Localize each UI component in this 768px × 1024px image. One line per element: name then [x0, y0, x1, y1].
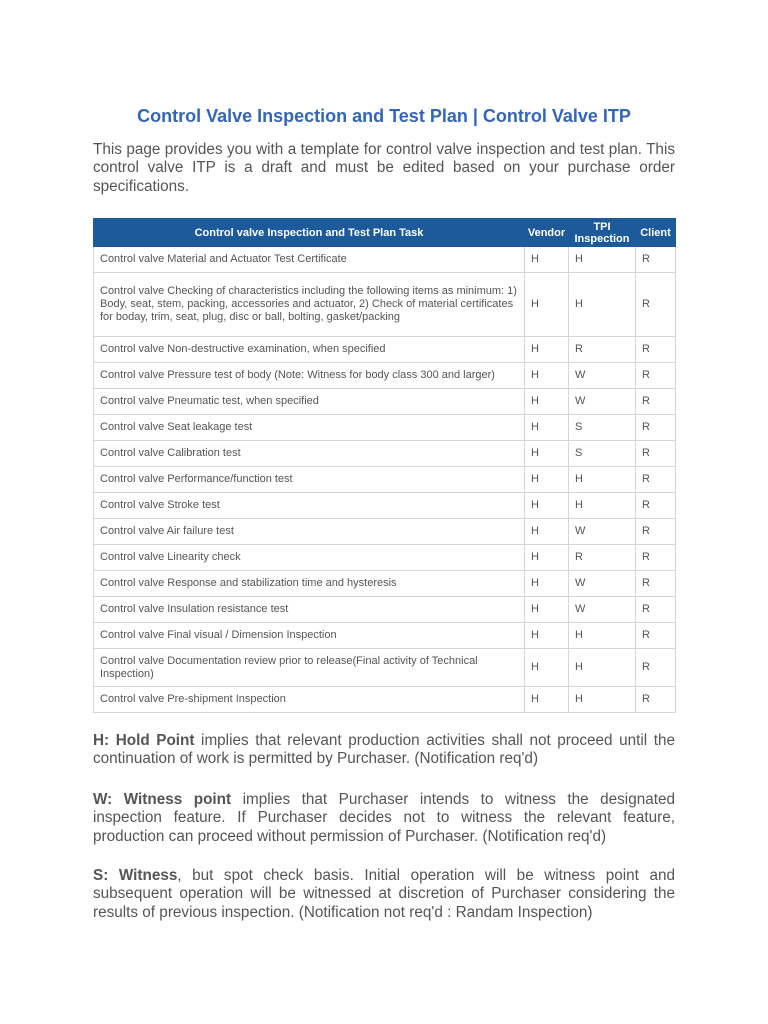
vendor-cell: H [525, 687, 569, 713]
table-row [94, 337, 676, 363]
task-cell: Control valve Pneumatic test, when specified [94, 389, 525, 415]
table-row [94, 545, 676, 571]
client-cell: R [636, 363, 676, 389]
vendor-cell: H [525, 273, 569, 337]
task-cell: Control valve Seat leakage test [94, 415, 525, 441]
table-row [94, 571, 676, 597]
tpi-cell: H [569, 623, 636, 649]
table-row [94, 247, 676, 273]
table-row [94, 363, 676, 389]
vendor-cell: H [525, 363, 569, 389]
task-cell: Control valve Stroke test [94, 493, 525, 519]
tpi-cell: H [569, 493, 636, 519]
client-cell: R [636, 247, 676, 273]
table-row [94, 389, 676, 415]
client-cell: R [636, 337, 676, 363]
client-cell: R [636, 467, 676, 493]
vendor-cell: H [525, 623, 569, 649]
legend-witness-point-term: W: Witness point [93, 791, 232, 808]
header-tpi-line2: Inspection [574, 232, 630, 245]
task-cell: Control valve Non-destructive examination, when specified [94, 337, 525, 363]
tpi-cell: H [569, 687, 636, 713]
table-row [94, 415, 676, 441]
vendor-cell: H [525, 571, 569, 597]
vendor-cell: H [525, 597, 569, 623]
client-cell: R [636, 493, 676, 519]
table-row [94, 597, 676, 623]
header-tpi [569, 219, 636, 247]
vendor-cell: H [525, 441, 569, 467]
client-cell: R [636, 597, 676, 623]
client-cell: R [636, 545, 676, 571]
table-row [94, 519, 676, 545]
header-vendor: Vendor [525, 219, 569, 247]
client-cell: R [636, 623, 676, 649]
table-row [94, 441, 676, 467]
legend-spot-witness [93, 867, 675, 922]
tpi-cell: H [569, 247, 636, 273]
vendor-cell: H [525, 545, 569, 571]
task-cell: Control valve Documentation review prior to release(Final activity of Technical Inspection) [94, 649, 525, 687]
client-cell: R [636, 415, 676, 441]
vendor-cell: H [525, 467, 569, 493]
tpi-cell: S [569, 441, 636, 467]
legend-spot-witness-text: , but spot check basis. Initial operation will be witness point and subsequent operation will be witnessed at discretion of Purchaser considering the results of previous inspection. (Notification not req'd : Randam Inspection) [93, 867, 675, 921]
vendor-cell: H [525, 519, 569, 545]
vendor-cell: H [525, 247, 569, 273]
header-tpi-line1: TPI [593, 220, 611, 233]
table-header-row [94, 219, 676, 247]
task-cell: Control valve Pressure test of body (Note: Witness for body class 300 and larger) [94, 363, 525, 389]
legend-hold-point [93, 732, 675, 769]
tpi-cell: H [569, 467, 636, 493]
legend-hold-text: implies that relevant production activities shall not proceed until the continuation of work is permitted by Purchaser. (Notification req'd) [93, 732, 675, 768]
tpi-cell: W [569, 571, 636, 597]
task-cell: Control valve Pre-shipment Inspection [94, 687, 525, 713]
vendor-cell: H [525, 649, 569, 687]
legend-witness-point-text: implies that Purchaser intends to witness the designated inspection feature. If Purchaser decides not to witness the relevant feature, production can proceed without permission of Purchaser. (Notification req'd) [93, 791, 675, 845]
page-title: Control Valve Inspection and Test Plan | Control Valve ITP [137, 106, 631, 126]
tpi-cell: W [569, 389, 636, 415]
task-cell: Control valve Linearity check [94, 545, 525, 571]
tpi-cell: W [569, 519, 636, 545]
intro-paragraph: This page provides you with a template for control valve inspection and test plan. This control valve ITP is a draft and must be edited based on your purchase order specifications. [93, 141, 675, 195]
table-row [94, 623, 676, 649]
client-cell: R [636, 519, 676, 545]
task-cell: Control valve Air failure test [94, 519, 525, 545]
tpi-cell: H [569, 649, 636, 687]
vendor-cell: H [525, 415, 569, 441]
tpi-cell: W [569, 597, 636, 623]
legend-spot-witness-term: S: Witness [93, 867, 178, 884]
tpi-cell: S [569, 415, 636, 441]
client-cell: R [636, 571, 676, 597]
tpi-cell: R [569, 337, 636, 363]
task-cell: Control valve Final visual / Dimension Inspection [94, 623, 525, 649]
task-cell: Control valve Checking of characteristics including the following items as minimum: 1) Body, seat, stem, packing, accessories and actuator, 2) Check of material certificates for boday, trim, seat, plug, disc or ball, bolting, gasket/packing [94, 273, 525, 337]
client-cell: R [636, 389, 676, 415]
task-cell: Control valve Calibration test [94, 441, 525, 467]
tpi-cell: W [569, 363, 636, 389]
itp-table [93, 218, 676, 713]
header-client: Client [636, 219, 676, 247]
task-cell: Control valve Performance/function test [94, 467, 525, 493]
tpi-cell: H [569, 273, 636, 337]
table-row [94, 687, 676, 713]
task-cell: Control valve Insulation resistance test [94, 597, 525, 623]
client-cell: R [636, 687, 676, 713]
client-cell: R [636, 649, 676, 687]
table-row [94, 467, 676, 493]
client-cell: R [636, 273, 676, 337]
vendor-cell: H [525, 337, 569, 363]
table-row [94, 649, 676, 687]
vendor-cell: H [525, 493, 569, 519]
legend-witness-point [93, 791, 675, 846]
table-row [94, 493, 676, 519]
tpi-cell: R [569, 545, 636, 571]
task-cell: Control valve Response and stabilization time and hysteresis [94, 571, 525, 597]
client-cell: R [636, 441, 676, 467]
vendor-cell: H [525, 389, 569, 415]
task-cell: Control valve Material and Actuator Test Certificate [94, 247, 525, 273]
table-row [94, 273, 676, 337]
legend-hold-term: H: Hold Point [93, 732, 195, 749]
header-task: Control valve Inspection and Test Plan Task [94, 219, 525, 247]
